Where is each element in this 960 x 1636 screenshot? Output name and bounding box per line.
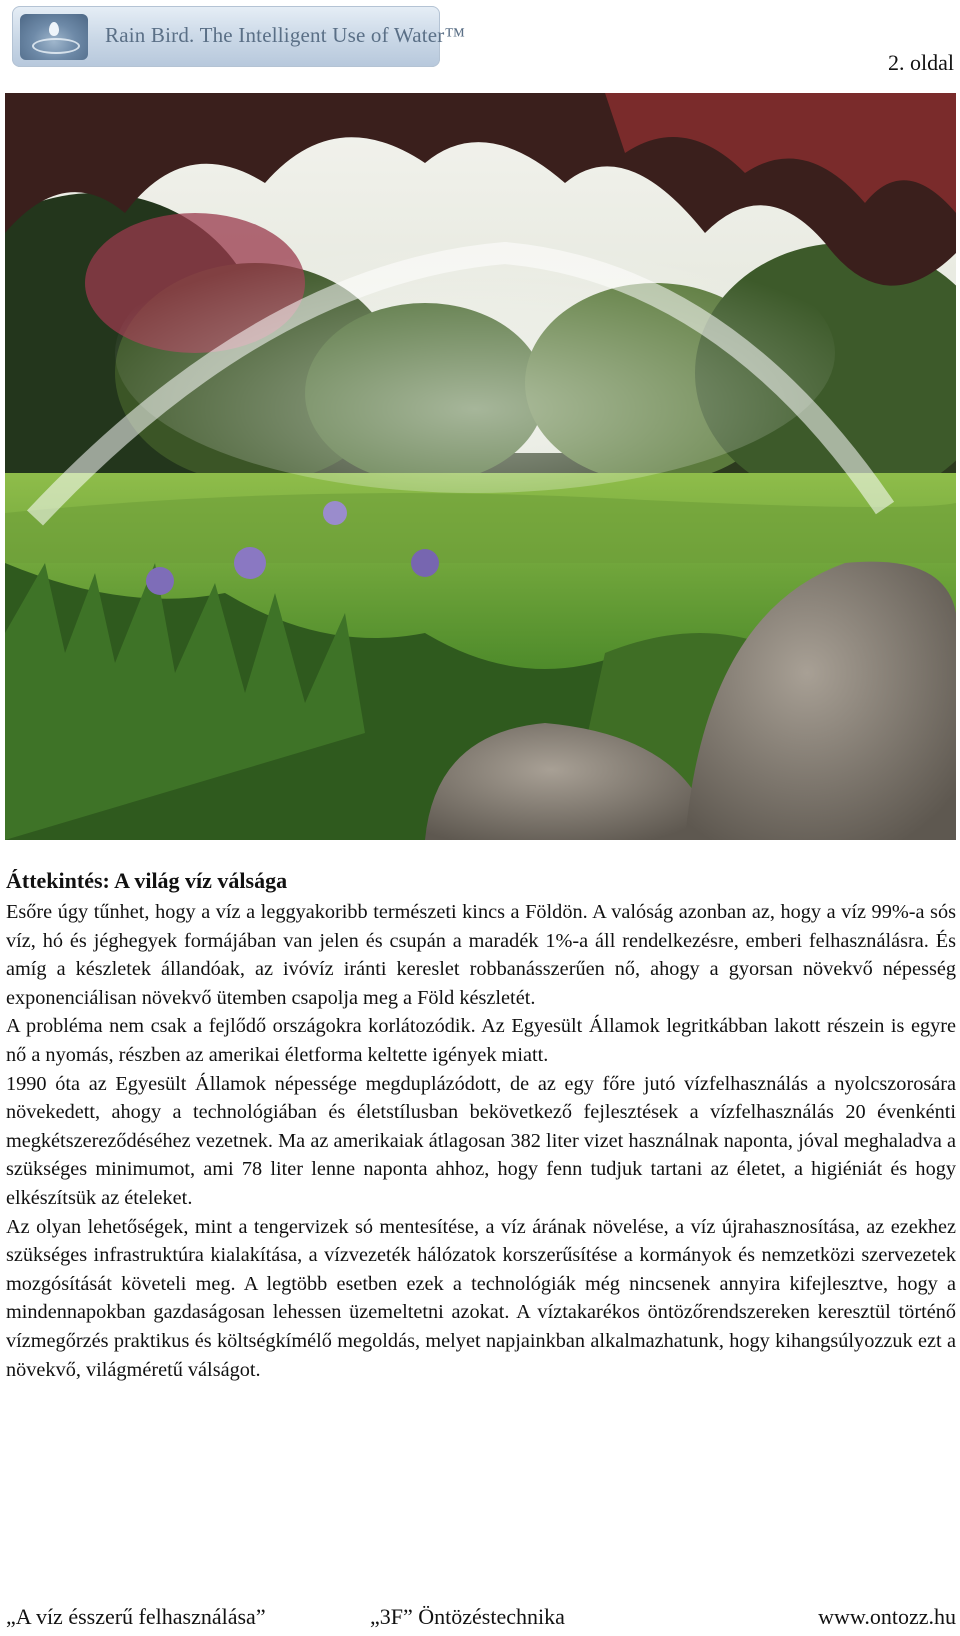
footer-company: „3F” Öntözéstechnika [370, 1604, 565, 1629]
paragraph: 1990 óta az Egyesült Államok népessége megduplázódott, de az egy főre jutó vízfelhasználás a nyolcszorosára növekedett, ahogy a technológiában és életstílusban bekövetkező fejlesztések a vízfelhasználás 20 évenkénti megkétszereződéséhez vezetnek. Ma az amerikaiak átlagosan 382 liter vizet használnak naponta, jóval meghaladva a szükséges minimumot, ami 78 liter lenne naponta ahhoz, hogy fenn tudjuk tartani az életet, a higiéniát és hogy elkészítsük az ételeket. [6, 1072, 956, 1209]
paragraph: Az olyan lehetőségek, mint a tengervizek só mentesítése, a víz árának növelése, a víz újrahasznosítása, az ezekhez szükséges infrastruktúra kialakítása, a vízvezeték hálózatok korszerűsítése a kormányok és nemzetközi szervezetek mozgósítását követeli meg. A legtöbb esetben ezek a technológiák még nincsenek annyira kifejlesztve, hogy a mindennapokban gazdaságosan lehessen üzemeltetni azokat. A víztakarékos öntözőrendszereken keresztül történő vízmegőrzés praktikus és költségkímélő megoldás, melyet napjainkban alkalmazhatunk, hogy kihangsúlyozzuk ezt a növekvő, világméretű válságot. [6, 1215, 956, 1381]
article-body [6, 898, 956, 1384]
section-heading: Áttekintés: A világ víz válsága [6, 868, 288, 893]
water-drop-icon [20, 14, 88, 60]
paragraph: Esőre úgy tűnhet, hogy a víz a leggyakoribb természeti kincs a Földön. A valóság azonban az, hogy a víz 99%-a sós víz, hó és jéghegyek formájában van jelen és csupán a maradék 1%-a áll rendelkezésre, emberi felhasználásra. És amíg a készletek állandóak, az ivóvíz iránti kereslet robbanásszerűen nő, ahogy a gyorsan növekvő népesség exponenciálisan növekvő ütemben csapolja meg a Föld készletét. [6, 901, 956, 1009]
rain-bird-logo [12, 6, 466, 67]
garden-sprinkler-photo [5, 93, 956, 840]
paragraph: A probléma nem csak a fejlődő országokra korlátozódik. Az Egyesült Államok legritkábban lakott részein is egyre nő a nyomás, részben az amerikai életforma keltette igények miatt. [6, 1015, 956, 1066]
footer-title: „A víz ésszerű felhasználása” [6, 1604, 266, 1629]
logo-text: Rain Bird. The Intelligent Use of Water™ [105, 23, 466, 47]
page-footer [6, 1604, 956, 1634]
page-number: 2. oldal [888, 50, 954, 75]
footer-url: www.ontozz.hu [818, 1604, 956, 1629]
